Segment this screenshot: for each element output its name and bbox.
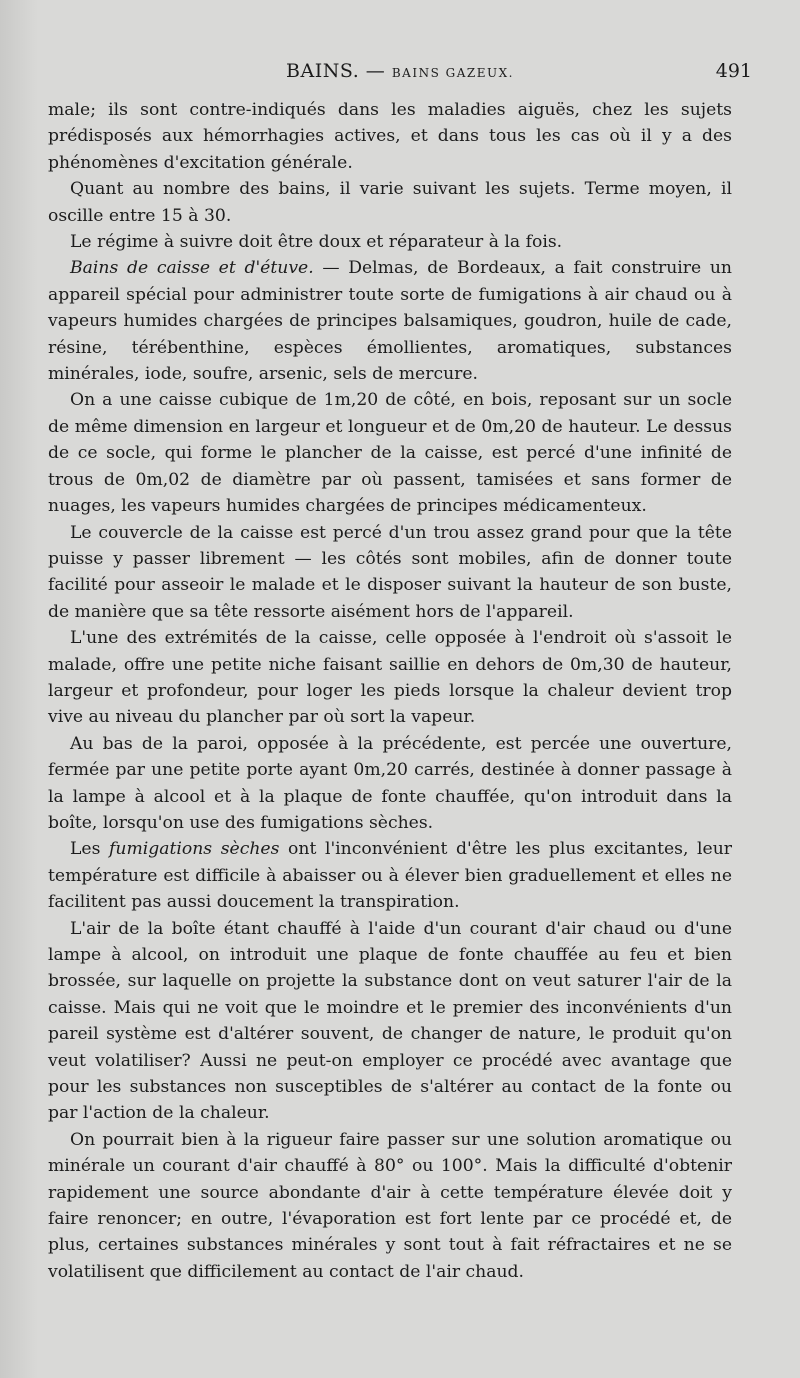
paragraph-8	[48, 731, 732, 837]
paragraph-2	[48, 176, 732, 229]
paragraph-6	[48, 520, 732, 626]
paragraph-text: Le régime à suivre doit être doux et réparateur à la fois.	[70, 232, 563, 253]
paragraph-text: On a une caisse cubique de 1m,20 de côté, en bois, reposant sur un socle de même dimension en largeur et longueur et de 0m,20 de hauteur. Le dessus de ce socle, qui forme le plancher de la caisse, est percé d'une infinité de trous de 0m,02 de diamètre par où passent, tamisées et sans former de nuages, les vapeurs humides chargées de principes médicamenteux.	[48, 390, 732, 517]
section-heading-italic: Bains de caisse et d'étuve.	[70, 258, 314, 279]
paragraph-text: — Delmas, de Bordeaux, a fait construire un appareil spécial pour administrer toute sorte de fumigations à air chaud ou à vapeurs humides chargées de principes balsamiques, goudron, huile de cade, résine, térébenthine, espèces émollientes, aromatiques, substances minérales, iode, soufre, arsenic, sels de mercure.	[48, 258, 732, 385]
paragraph-text: On pourrait bien à la rigueur faire passer sur une solution aromatique ou minérale un courant d'air chauffé à 80° ou 100°. Mais la difficulté d'obtenir rapidement une source abondante d'air à cette température élevée doit y faire renoncer; en outre, l'évaporation est fort lente par ce procédé et, de plus, certaines substances minérales y sont tout à fait réfractaires et ne se volatilisent que difficilement au contact de l'air chaud.	[48, 1129, 732, 1282]
running-title-sub: BAINS GAZEUX.	[391, 66, 514, 80]
paragraph-3	[48, 229, 732, 255]
paragraph-text: L'air de la boîte étant chauffé à l'aide d'un courant d'air chaud ou d'une lampe à alcool, on introduit une plaque de fonte chauffée au feu et bien brossée, sur laquelle on projette la substance dont on veut saturer l'air de la caisse. Mais qui ne voit que le moindre et le premier des inconvénients d'un pareil système est d'altérer souvent, de changer de nature, le produit qu'on veut volatiliser? Aussi ne peut-on employer ce procédé avec avantage que pour les substances non susceptibles de s'altérer au contact de la fonte ou par l'action de la chaleur.	[48, 918, 732, 1124]
italic-term: fumigations sèches	[109, 839, 280, 860]
paragraph-text: ont l'inconvénient d'être les plus excitantes, leur température est difficile à abaisser ou à élever bien graduellement et elles ne facilitent pas aussi doucement la transpiration.	[48, 839, 732, 913]
paragraph-5	[48, 387, 732, 519]
paragraph-11	[48, 1127, 732, 1285]
paragraph-text: Quant au nombre des bains, il varie suivant les sujets. Terme moyen, il oscille entre 15 à 30.	[48, 179, 732, 226]
paragraph-7	[48, 625, 732, 731]
page-number: 491	[715, 60, 752, 82]
paragraph-9	[48, 836, 732, 915]
paragraph-1	[48, 97, 732, 176]
paragraph-text: L'une des extrémités de la caisse, celle opposée à l'endroit où s'assoit le malade, offre une petite niche faisant saillie en dehors de 0m,30 de hauteur, largeur et profondeur, pour loger les pieds lorsque la chaleur devient trop vive au niveau du plancher par où sort la vapeur.	[48, 628, 732, 728]
page-header	[48, 60, 752, 90]
paragraph-4	[48, 255, 732, 387]
running-title-separator: —	[365, 60, 386, 82]
paragraph-10	[48, 916, 732, 1127]
paragraph-text: Le couvercle de la caisse est percé d'un trou assez grand pour que la tête puisse y passer librement — les côtés sont mobiles, afin de donner toute facilité pour asseoir le malade et le disposer suivant la hauteur de son buste, de manière que sa tête ressorte aisément hors de l'appareil.	[48, 522, 732, 622]
body-text	[48, 97, 732, 1285]
paragraph-text: Au bas de la paroi, opposée à la précédente, est percée une ouverture, fermée par une petite porte ayant 0m,20 carrés, destinée à donner passage à la lampe à alcool et à la plaque de fonte chauffée, qu'on introduit dans la boîte, lorsqu'on use des fumigations sèches.	[48, 733, 732, 833]
running-title-main: BAINS.	[286, 60, 360, 82]
running-title	[48, 60, 752, 82]
paragraph-text: male; ils sont contre-indiqués dans les maladies aiguës, chez les sujets prédisposés aux hémorrhagies actives, et dans tous les cas où il y a des phénomènes d'excitation générale.	[48, 100, 732, 173]
paragraph-lead: Les	[70, 839, 110, 860]
